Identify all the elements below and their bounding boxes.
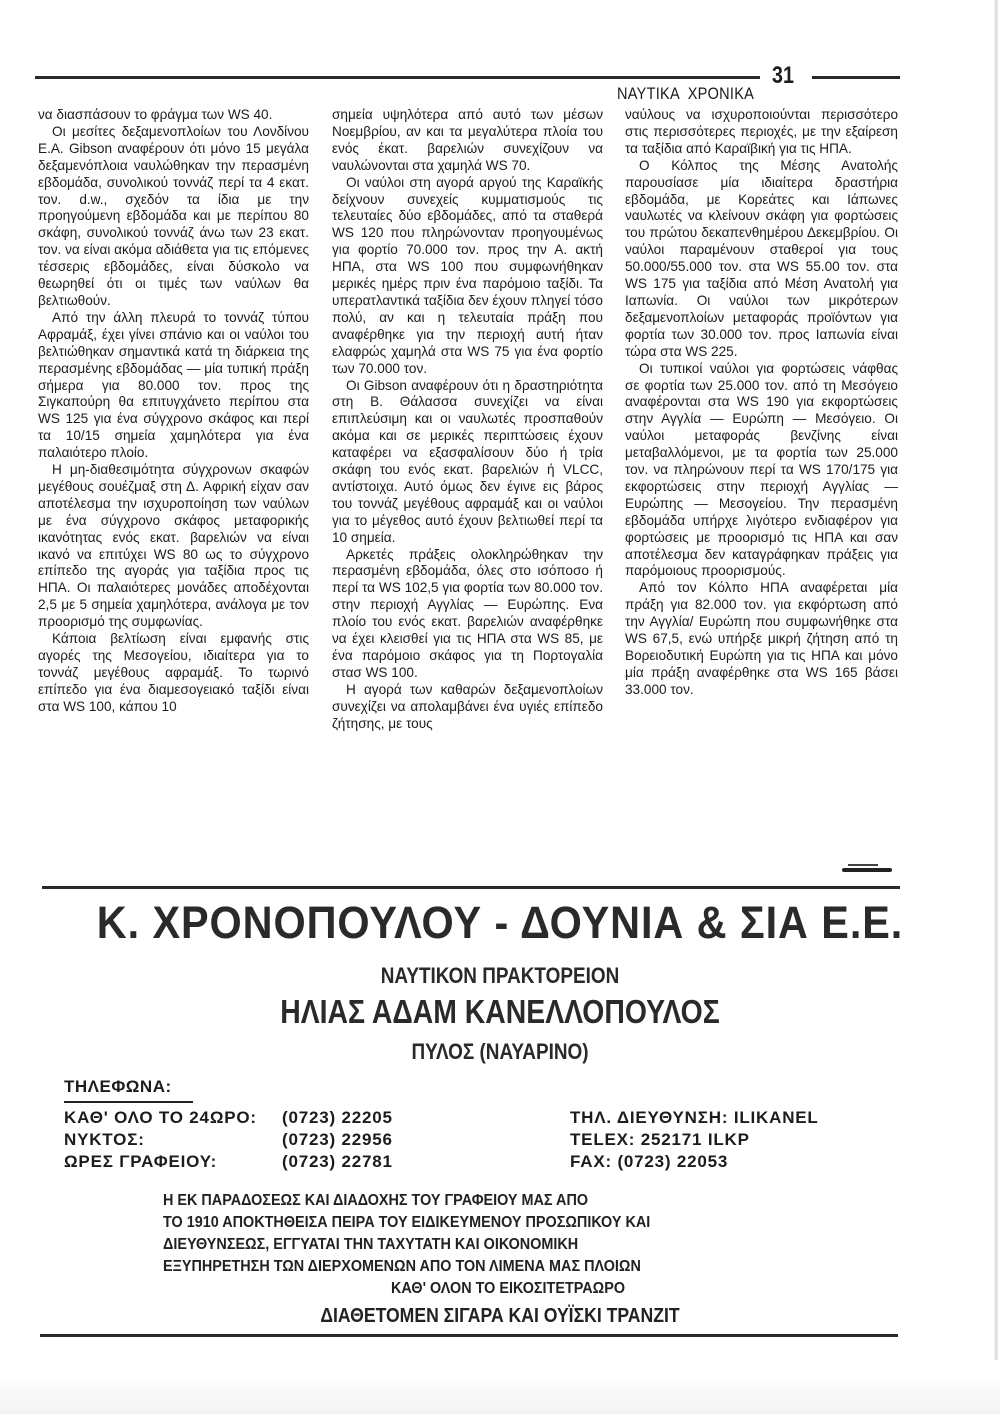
- phone-number: (0723) 22781: [282, 1152, 393, 1171]
- paragraph: Οι Gibson αναφέρουν ότι η δραστηριότητα στη Β. Θάλασσα συνεχίζει να είναι επιπλεύσιμη και οι ναυλωτές προσπαθούν ακόμα και σε μερικές περιπτώσεις έχουν καταφέρει να εξασφαλίσουν δύο ή τρία σκάφη του ενός εκατ. βαρελιών ή VLCC, αντίστοιχα. Αυτό όμως δεν έγινε εις βάρος του τοννάζ μεγέθους αφραμάξ και οι ναύλοι για το μέγεθος αυτό έχουν βελτιωθεί περί τα 10 σημεία.: [332, 377, 603, 545]
- ad-subtitle: ΝΑΥΤΙΚΟΝ ΠΡΑΚΤΟΡΕΙΟΝ: [380, 963, 620, 988]
- phone-row: [64, 1130, 393, 1150]
- paragraph: να διασπάσουν το φράγμα των WS 40.: [38, 107, 273, 122]
- page-edge-shadow: [994, 0, 998, 1360]
- phone-number: (0723) 22205: [282, 1108, 393, 1127]
- page-number: 31: [772, 62, 794, 89]
- paragraph: Κάποια βελτίωση είναι εμφανής στις αγορές της Μεσογείου, ιδιαίτερα για το τοννάζ μεγέθους αφραμάξ. Το τωρινό επίπεδο για ένα διαμεσογειακό ταξίδι είναι στα WS 100, κάπου 10: [38, 631, 309, 714]
- paragraph: Οι ναύλοι στη αγορά αργού της Καραϊκής δείχνουν συνεχείς κυμματισμούς τις τελευταίες δύο εβδομάδες, από τα σταθερά WS 120 που πληρώνονταν προηγουμένως για φορτίο 70.000 τον. προς την Α. ακτή ΗΠΑ, στα WS 100 που συμφωνήθηκαν μερικές ημέρς πριν ένα παρόμοιο ταξίδι. Τα υπερατλαντικά ταξίδια δεν έχουν πληγεί τόσο πολύ, αν και η τελευταία πράξη που αναφέρθηκε για την περιοχή αυτή ήταν ελαφρώς χαμηλά στα WS 75 για ένα φορτίο των 70.000 τον.: [332, 174, 603, 376]
- paragraph: Η αγορά των καθαρών δεξαμενοπλοίων συνεχίζει να απολαμβάνει ένα υγιές επίπεδο ζήτησης, με τους: [332, 681, 603, 731]
- ad-body-line: Η ΕΚ ΠΑΡΑΔΟΣΕΩΣ ΚΑΙ ΔΙΑΔΟΧΗΣ ΤΟΥ ΓΡΑΦΕΙΟΥ ΜΑΣ ΑΠΟ: [163, 1192, 589, 1209]
- phones-label-underline: [64, 1101, 193, 1103]
- phones-label: ΤΗΛΕΦΩΝΑ:: [64, 1077, 172, 1096]
- ad-body-line: ΚΑΘ' ΟΛΟΝ ΤΟ ΕΙΚΟΣΙΤΕΤΡΑΩΡΟ: [390, 1280, 626, 1297]
- fax: FAX: (0723) 22053: [570, 1152, 729, 1171]
- telex: TELEX: 252171 ILKP: [570, 1130, 750, 1149]
- ad-body-line: ΔΙΕΥΘΥΝΣΕΩΣ, ΕΓΓΥΑΤΑΙ ΤΗΝ ΤΑΧΥΤΑΤΗ ΚΑΙ ΟΙΚΟΝΟΜΙΚΗ: [163, 1236, 579, 1253]
- paragraph: Ο Κόλπος της Μέσης Ανατολής παρουσίασε μία ιδιαίτερα δραστήρια εβδομάδα, με Κορεάτες και Ιάπωνες ναυλωτές να κλείνουν σκάφη για φορτώσεις του πρώτου δεκαπενθημέρου Δεκεμβρίου. Οι ναύλοι παραμένουν σταθεροί για τους 50.000/55.000 τον. στα WS 55.00 τον. στα WS 175 για ταξίδια από Μέση Ανατολή για Ιαπωνία. Οι ναύλοι των μικρότερων δεξαμενοπλοίων μεταφοράς προϊόντων για φορτία των 30.000 τον. προς Ιαπωνία είναι τώρα στα WS 225.: [625, 157, 898, 359]
- paragraph: σημεία υψηλότερα από αυτό των μέσων Νοεμβρίου, αν και τα μεγαλύτερα πλοία του ενός έκατ. βαρελιών συνεχίζουν να ναυλώνονται στα χαμηλά WS 70.: [332, 107, 603, 173]
- paragraph: Από τον Κόλπο ΗΠΑ αναφέρεται μία πράξη για 82.000 τον. για εκφόρτωση από την Αγγλία/ Ευρώπη που συμφωνήθηκε στα WS 67,5, ενώ υπήρξε μικρή ζήτηση από τη Βορειοδυτική Ευρώπη για τις ΗΠΑ και μόνο μία πράξη αναφέρθηκε στα WS 165 βάσει 33.000 τον.: [625, 580, 898, 697]
- ad-rule-top: [42, 886, 900, 889]
- ad-body-line: ΤΟ 1910 ΑΠΟΚΤΗΘΕΙΣΑ ΠΕΙΡΑ ΤΟΥ ΕΙΔΙΚΕΥΜΕΝΟΥ ΠΡΟΣΩΠΙΚΟΥ ΚΑΙ: [163, 1214, 651, 1231]
- paragraph: Αρκετές πράξεις ολοκληρώθηκαν την περασμένη εβδομάδα, όλες στο ισόποσο ή περί τα WS 102,5 για φορτία των 80.000 τον. στην περιοχή Αγγλίας — Ευρώπης. Ενα πλοίο του ενός εκατ. βαρελιών αναφέρθηκε να έχει κλεισθεί για τις ΗΠΑ στα WS 85, με ένα παρόμοιο σκάφος για τη Πορτογαλία στασ WS 100.: [332, 546, 603, 680]
- ad-agent-name: ΗΛΙΑΣ ΑΔΑΜ ΚΑΝΕΛΛΟΠΟΥΛΟΣ: [280, 993, 720, 1030]
- page-bottom-shade: [0, 1374, 1000, 1414]
- article-end-mark: [842, 868, 892, 872]
- paragraph: ναύλους να ισχυροποιούνται περισσότερο στις περισσότερες περιοχές, με την εξαίρεση τα ταξίδια από Καραϊβική για τις ΗΠΑ.: [625, 107, 898, 156]
- article-column-1: [38, 107, 309, 716]
- article-column-3: [625, 107, 898, 699]
- phone-number: (0723) 22956: [282, 1130, 393, 1149]
- ad-body-text: [163, 1190, 803, 1300]
- ad-rule-bottom: [40, 1334, 898, 1337]
- article-end-mark: [848, 864, 878, 866]
- ad-location: ΠΥΛΟΣ (ΝΑΥΑΡΙΝΟ): [411, 1039, 589, 1064]
- phone-row: [64, 1152, 393, 1172]
- telegraph-address: ΤΗΛ. ΔΙΕΥΘΥΝΣΗ: ILIKANEL: [570, 1108, 819, 1127]
- phone-label: ΝΥΚΤΟΣ:: [64, 1130, 145, 1149]
- article-column-2: [332, 107, 603, 733]
- phone-label: ΚΑΘ' ΟΛΟ ΤΟ 24ΩΡΟ:: [64, 1108, 257, 1127]
- paragraph: Από την άλλη πλευρά το τοννάζ τύπου Αφραμάξ, έχει γίνει σπάνιο και οι ναύλοι του βελτιώθηκαν σημαντικά κατά τη διάρκεια της περασμένης εβδομάδας — μία τυπική πράξη σήμερα για 80.000 τον. προς της Σιγκαπούρη θα επιτυγχάνετο περίπου στα WS 125 για ένα σύγχρονο σκάφος και περί τα 10/15 σημεία χαμηλότερα για ένα παλαιότερο πλοίο.: [38, 309, 309, 461]
- phone-row: [64, 1108, 393, 1128]
- phone-label: ΩΡΕΣ ΓΡΑΦΕΙΟΥ:: [64, 1152, 218, 1171]
- ad-company-name: Κ. ΧΡΟΝΟΠΟΥΛΟΥ - ΔΟΥΝΙΑ & ΣΙΑ Ε.Ε.: [96, 897, 904, 948]
- paragraph: Οι μεσίτες δεξαμενοπλοίων του Λονδίνου E.A. Gibson αναφέρουν ότι μόνο 15 μεγάλα δεξαμενόπλοια ναυλώθηκαν την περασμένη εβδομάδα, συνολικού τοννάζ περί τα 4 εκατ. τον. d.w., σχεδόν τα ίδια με την προηγούμενη εβδομάδα και με περίπου 80 σκάφη, συνολικού τοννάζ άνω των 23 εκατ. τον. να είναι ακόμα αδιάθετα για τις επόμενες τέσσερις εβδομάδες, είναι δύσκολο να θεωρηθεί ότι οι τιμές των ναύλων θα βελτιωθούν.: [38, 123, 309, 308]
- paragraph: Οι τυπικοί ναύλοι για φορτώσεις νάφθας σε φορτία των 25.000 τον. από τη Μεσόγειο αναφέρονται στα WS 190 για εκφορτώσεις στην Αγγλία — Ευρώπη — Μεσόγειο. Οι ναύλοι μεταφοράς βενζίνης είναι μεταβαλλόμενοι, με τα φορτία των 25.000 τον. να πληρώνουν περί τα WS 170/175 για εκφορτώσεις στην περιοχή Αγγλίας — Ευρώπης — Μεσογείου. Την περασμένη εβδομάδα υπήρχε λιγότερο ενδιαφέρον για φορτώσεις με προορισμό τις ΗΠΑ και σαν αποτέλεσμα δεν καταγράφηκαν πράξεις για παρόμοιους προορισμούς.: [625, 360, 898, 579]
- header-rule-right: [812, 76, 900, 79]
- ad-tagline: ΔΙΑΘΕΤΟΜΕΝ ΣΙΓΑΡΑ ΚΑΙ ΟΥΪΣΚΙ ΤΡΑΝΖΙΤ: [320, 1305, 680, 1327]
- ad-body-line: ΕΞΥΠΗΡΕΤΗΣΗ ΤΩΝ ΔΙΕΡΧΟΜΕΝΩΝ ΑΠΟ ΤΟΝ ΛΙΜΕΝΑ ΜΑΣ ΠΛΟΙΩΝ: [163, 1258, 641, 1275]
- header-rule-left: [35, 76, 760, 79]
- paragraph: Η μη-διαθεσιμότητα σύγχρονων σκαφών μεγέθους σουέζμαξ στη Δ. Αφρική είχαν σαν αποτέλεσμα την ισχυροποίηση των ναύλων με ένα σύγχρονο σκάφος μεταφορικής ικανότητας ενός εκατ. βαρελιών να είναι ικανό να επιτύχει WS 80 ως το σύγχρονο επίπεδο της αγοράς για ταξίδια προς τις ΗΠΑ. Οι παλαιότερες μονάδες αποδέχονται 2,5 με 5 σημεία χαμηλότερα, ανάλογα με τον προορισμό της συμφωνίας.: [38, 462, 309, 630]
- publication-title: ΝΑΥΤΙΚΑ ΧΡΟΝΙΚΑ: [617, 85, 755, 103]
